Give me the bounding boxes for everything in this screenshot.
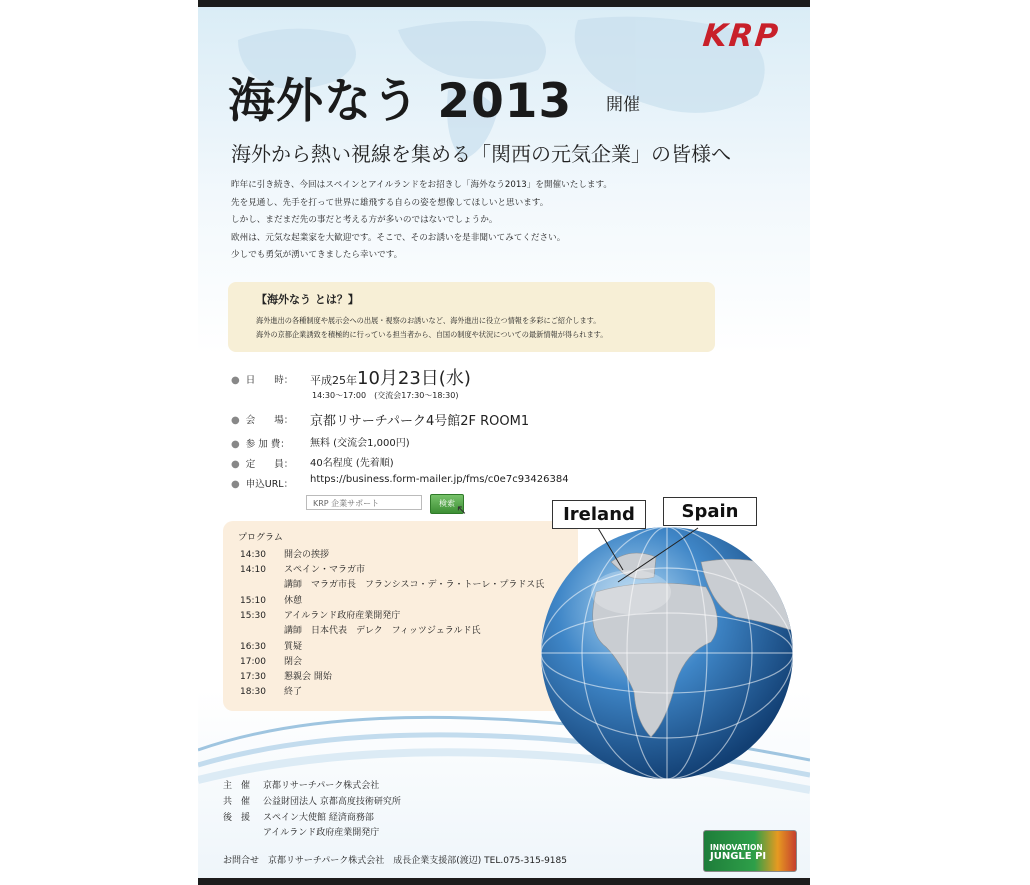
organizer-label: 主 催 [223,781,251,791]
krp-logo: KRP [701,18,782,54]
program-row: 15:30 アイルランド政府産業開発庁 [240,611,401,621]
date-label: ● 日 時： [231,375,294,386]
venue-value: 京都リサーチパーク4号館2F ROOM1 [310,414,530,429]
intro-line: 少しでも勇気が湧いてきましたら幸いです。 [231,250,403,260]
bullet-icon: ● [231,439,240,450]
date-main: 10月23日(水) [357,368,471,389]
program-row: 14:30 開会の挨拶 [240,550,330,560]
ireland-label: Ireland [552,500,646,529]
program-row: 18:30 終了 [240,687,303,697]
about-line: 海外の京都企業誘致を積極的に行っている担当者から、自国の制度や状況についての最新情報が得られます。 [256,330,608,339]
callout-lines [198,0,810,885]
capacity-value: 40名程度 (先着順) [310,458,394,469]
url-label: ● 申込URL： [231,479,294,490]
program-row: 14:10 スペイン・マラガ市 [240,565,366,575]
time-value: 14:30～17:00 (交流会17:30～18:30) [312,391,459,400]
search-button[interactable]: 検索 [430,494,464,514]
program-row: 講師 マラガ市長 フランシスコ・デ・ラ・トーレ・プラドス氏 [284,580,545,590]
spain-label: Spain [663,497,757,526]
fee-label: ● 参 加 費： [231,439,290,450]
application-url[interactable]: https://business.form-mailer.jp/fms/c0e7c93426384 [310,474,569,485]
intro-line: 先を見通し、先手を打って世界に雄飛する自らの姿を想像してほしいと思います。 [231,197,549,208]
date-prefix: 平成25年 [310,374,357,387]
intro-line: しかし、まだまだ先の事だと考える方が多いのではないでしょうか。 [231,215,498,225]
program-row: 17:00 閉会 [240,657,303,667]
support-value: アイルランド政府産業開発庁 [263,828,380,838]
fee-value: 無料 (交流会1,000円) [310,438,410,449]
support-value: スペイン大使館 経済商務部 [263,813,374,823]
venue-label: ● 会 場： [231,415,294,426]
flyer [198,0,810,885]
bullet-icon: ● [231,459,240,470]
program-row: 15:10 休憩 [240,596,303,606]
search-input[interactable]: KRP 企業サポート [306,495,422,510]
bullet-icon: ● [231,479,240,490]
intro-line: 欧州は、元気な起業家を大歓迎です。そこで、そのお誘いを是非聞いてみてください。 [231,232,566,243]
program-row: 16:30 質疑 [240,642,303,652]
capacity-label: ● 定 員： [231,459,294,470]
bullet-icon: ● [231,415,240,426]
badge-text: INNOVATION JUNGLE PI [710,843,767,862]
intro-line: 昨年に引き続き、今回はスペインとアイルランドをお招きし「海外なう2013」を開催いたします。 [231,180,613,190]
co-organizer-value: 公益財団法人 京都高度技術研究所 [263,797,401,807]
organizer-value: 京都リサーチパーク株式会社 [263,781,380,791]
innovation-badge [703,830,797,872]
event-subtitle: 海外から熱い視線を集める「関西の元気企業」の皆様へ [231,142,731,166]
program-title: プログラム [238,533,283,543]
contact-line: お問合せ 京都リサーチパーク株式会社 成長企業支援部(渡辺) TEL.075-315-9185 [223,856,567,866]
bullet-icon: ● [231,375,240,386]
event-title-suffix: 開催 [606,95,640,115]
cursor-icon: ↖ [456,503,467,518]
co-organizer-label: 共 催 [223,797,251,807]
support-label: 後 援 [223,813,251,823]
program-row: 17:30 懇親会 開始 [240,672,332,682]
event-title: 海外なう 2013 [228,74,573,129]
about-line: 海外進出の各種制度や展示会への出展・視察のお誘いなど、海外進出に役立つ情報を多彩にご紹介します。 [256,316,601,325]
program-row: 講師 日本代表 デレク フィッツジェラルド氏 [284,626,481,636]
about-heading: 【海外なう とは？】 [256,293,359,306]
